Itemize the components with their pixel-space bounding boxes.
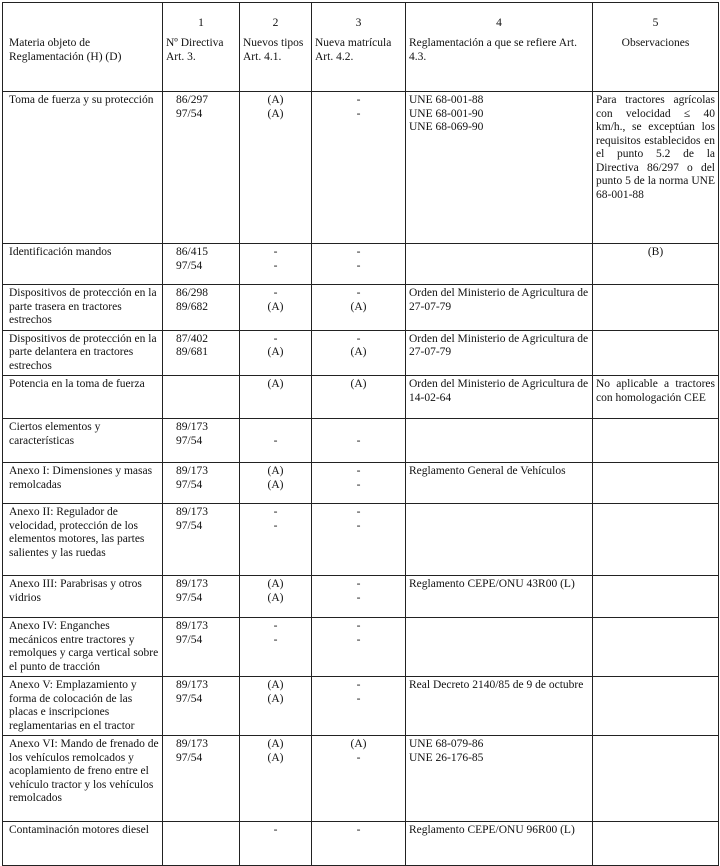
header-directiva xyxy=(163,3,240,92)
nueva-matricula-cell xyxy=(312,92,406,244)
directiva-cell xyxy=(163,504,240,576)
cell-line: - xyxy=(356,692,361,705)
observaciones-cell: No aplicable a tractores con homologación CEE xyxy=(593,376,719,419)
column-label: Nuevos tipos Art. 4.1. xyxy=(243,37,304,63)
cell-line: Real Decreto 2140/85 de 9 de octubre xyxy=(409,679,584,691)
cell-line: Orden del Ministerio de Agricultura de 27-07-79 xyxy=(409,332,589,358)
cell-line: UNE 68-079-86 xyxy=(409,738,484,750)
directiva-cell xyxy=(163,618,240,677)
reglamentacion-cell xyxy=(406,419,593,463)
cell-line: - xyxy=(356,620,361,632)
cell-line: 89/173 xyxy=(176,421,208,433)
nueva-matricula-cell xyxy=(312,576,406,618)
directiva-cell xyxy=(163,376,240,419)
cell-line: Reglamento CEPE/ONU 43R00 (L) xyxy=(409,578,575,590)
cell-line xyxy=(243,421,308,435)
cell-line: - xyxy=(273,287,278,299)
nueva-matricula-cell xyxy=(312,463,406,504)
nuevos-tipos-cell xyxy=(240,618,312,677)
column-label: Reglamentación a que se refiere Art. 4.3. xyxy=(409,37,577,63)
reglamentacion-cell xyxy=(406,285,593,331)
cell-line: (A) xyxy=(267,591,284,604)
regulation-table xyxy=(2,2,719,866)
directiva-cell xyxy=(163,285,240,331)
directiva-cell xyxy=(163,419,240,463)
nueva-matricula-cell xyxy=(312,244,406,285)
materia-cell: Potencia en la toma de fuerza xyxy=(3,376,163,419)
cell-line: (A) xyxy=(267,300,284,313)
observaciones-cell: Para tractores agrícolas con velocidad ≤ 40 km/h., se exceptúan los requisitos establecidos en el punto 5.2 de la Directiva 86/297 o del punto 5 de la norma UNE 68-001-88 xyxy=(593,92,719,244)
cell-line: (A) xyxy=(267,692,284,705)
cell-line: 89/173 xyxy=(176,578,208,590)
cell-line: (A) xyxy=(267,578,284,590)
header-reglamentacion xyxy=(406,3,593,92)
nueva-matricula-cell xyxy=(312,736,406,822)
reglamentacion-cell xyxy=(406,92,593,244)
cell-line: - xyxy=(356,633,361,646)
nueva-matricula-cell xyxy=(312,330,406,376)
observaciones-cell xyxy=(593,677,719,736)
reglamentacion-cell xyxy=(406,244,593,285)
table-row xyxy=(3,376,719,419)
cell-line: - xyxy=(356,107,361,120)
cell-line: 97/54 xyxy=(176,751,203,764)
cell-line: - xyxy=(356,434,361,447)
cell-line: - xyxy=(273,633,278,646)
header-materia xyxy=(3,3,163,92)
directiva-cell xyxy=(163,463,240,504)
cell-line: 89/173 xyxy=(176,679,208,691)
cell-line: - xyxy=(356,478,361,491)
table-row xyxy=(3,618,719,677)
directiva-cell xyxy=(163,736,240,822)
observaciones-cell xyxy=(593,504,719,576)
table-row xyxy=(3,576,719,618)
cell-line: (A) xyxy=(267,94,284,106)
materia-cell: Anexo I: Dimensiones y masas remolcadas xyxy=(3,463,163,504)
reglamentacion-cell xyxy=(406,736,593,822)
cell-line: (A) xyxy=(350,346,367,358)
cell-line: - xyxy=(273,506,278,518)
cell-line: - xyxy=(356,259,361,272)
cell-line: 97/54 xyxy=(176,633,203,646)
cell-line: - xyxy=(356,679,361,691)
reglamentacion-cell xyxy=(406,463,593,504)
table-row xyxy=(3,504,719,576)
directiva-cell xyxy=(163,576,240,618)
directiva-cell xyxy=(163,677,240,736)
cell-line: - xyxy=(273,824,278,836)
cell-line: - xyxy=(356,506,361,518)
nuevos-tipos-cell xyxy=(240,736,312,822)
cell-line: 89/173 xyxy=(176,620,208,632)
column-number: 5 xyxy=(652,17,659,29)
cell-line: 89/173 xyxy=(176,465,208,477)
materia-cell: Anexo II: Regulador de velocidad, protección de los elementos motores, las partes salientes y las ruedas xyxy=(3,504,163,576)
table-row xyxy=(3,677,719,736)
cell-line: - xyxy=(356,94,361,106)
nuevos-tipos-cell xyxy=(240,285,312,331)
observaciones-cell xyxy=(593,285,719,331)
column-label: Nº Directiva Art. 3. xyxy=(166,37,224,63)
column-number: 4 xyxy=(496,17,502,29)
materia-cell: Dispositivos de protección en la parte trasera en tractores estrechos xyxy=(3,285,163,331)
observaciones-cell xyxy=(593,419,719,463)
cell-line: (A) xyxy=(350,378,367,390)
cell-line: (A) xyxy=(267,378,284,390)
cell-line xyxy=(315,421,402,435)
column-label: Nueva matrícula Art. 4.2. xyxy=(315,37,392,63)
nueva-matricula-cell xyxy=(312,677,406,736)
table-row xyxy=(3,736,719,822)
nuevos-tipos-cell xyxy=(240,463,312,504)
cell-line: (A) xyxy=(267,679,284,691)
cell-line: - xyxy=(356,591,361,604)
cell-line: Orden del Ministerio de Agricultura de 14-02-64 xyxy=(409,378,589,404)
observaciones-cell xyxy=(593,736,719,822)
materia-cell: Contaminación motores diesel xyxy=(3,822,163,866)
column-number: 1 xyxy=(198,17,204,29)
cell-line: - xyxy=(273,246,278,258)
cell-line: - xyxy=(356,287,361,299)
column-number xyxy=(9,5,159,33)
reglamentacion-cell xyxy=(406,677,593,736)
cell-line: - xyxy=(356,578,361,590)
nuevos-tipos-cell xyxy=(240,330,312,376)
cell-line: 97/54 xyxy=(176,519,203,532)
table-row xyxy=(3,244,719,285)
reglamentacion-cell xyxy=(406,618,593,677)
nuevos-tipos-cell xyxy=(240,504,312,576)
materia-cell: Ciertos elementos y características xyxy=(3,419,163,463)
cell-line: 97/54 xyxy=(176,478,203,491)
cell-line: - xyxy=(273,259,278,272)
table-row xyxy=(3,419,719,463)
cell-line: 89/682 xyxy=(176,300,208,313)
cell-line: 97/54 xyxy=(176,259,203,272)
observaciones-cell xyxy=(593,330,719,376)
reglamentacion-cell xyxy=(406,330,593,376)
observaciones-cell xyxy=(593,576,719,618)
reglamentacion-cell xyxy=(406,504,593,576)
header-nueva-matricula xyxy=(312,3,406,92)
cell-line: 89/173 xyxy=(176,506,208,518)
nueva-matricula-cell xyxy=(312,285,406,331)
nueva-matricula-cell xyxy=(312,504,406,576)
cell-line: (A) xyxy=(350,300,367,313)
column-label: Observaciones xyxy=(621,37,690,49)
observaciones-cell xyxy=(593,618,719,677)
cell-line: - xyxy=(356,751,361,764)
observaciones-cell xyxy=(593,463,719,504)
directiva-cell xyxy=(163,330,240,376)
cell-line: 97/54 xyxy=(176,692,203,705)
table-row xyxy=(3,285,719,331)
directiva-cell xyxy=(163,244,240,285)
nuevos-tipos-cell xyxy=(240,244,312,285)
nuevos-tipos-cell xyxy=(240,677,312,736)
table-body xyxy=(3,92,719,866)
cell-line: UNE 68-001-90 xyxy=(409,107,484,120)
nueva-matricula-cell xyxy=(312,419,406,463)
cell-line: - xyxy=(356,465,361,477)
nuevos-tipos-cell xyxy=(240,419,312,463)
reglamentacion-cell xyxy=(406,576,593,618)
column-number: 3 xyxy=(355,17,362,29)
header-nuevos-tipos xyxy=(240,3,312,92)
nueva-matricula-cell xyxy=(312,618,406,677)
reglamentacion-cell xyxy=(406,376,593,419)
cell-line: - xyxy=(356,246,361,258)
cell-line: (A) xyxy=(267,738,284,750)
table-row xyxy=(3,92,719,244)
cell-line: Orden del Ministerio de Agricultura de 27-07-79 xyxy=(409,287,589,313)
materia-cell: Toma de fuerza y su protección xyxy=(3,92,163,244)
cell-line: 86/415 xyxy=(176,246,208,258)
nuevos-tipos-cell xyxy=(240,376,312,419)
table-row xyxy=(3,463,719,504)
materia-cell: Identificación mandos xyxy=(3,244,163,285)
materia-cell: Anexo IV: Enganches mecánicos entre tractores y remolques y carga vertical sobre el punto de tracción xyxy=(3,618,163,677)
header-observaciones xyxy=(593,3,719,92)
cell-line: - xyxy=(273,620,278,632)
column-label: Materia objeto de Reglamentación (H) (D) xyxy=(9,37,122,63)
cell-line: 97/54 xyxy=(176,107,203,120)
cell-line: 86/298 xyxy=(176,287,208,299)
directiva-cell xyxy=(163,92,240,244)
nuevos-tipos-cell xyxy=(240,92,312,244)
cell-line: 86/297 xyxy=(176,94,208,106)
cell-line: (A) xyxy=(350,738,367,750)
cell-line: - xyxy=(356,824,361,836)
cell-line: (A) xyxy=(267,346,284,358)
materia-cell: Anexo III: Parabrisas y otros vidrios xyxy=(3,576,163,618)
materia-cell: Dispositivos de protección en la parte delantera en tractores estrechos xyxy=(3,330,163,376)
cell-line: 97/54 xyxy=(176,591,203,604)
table-row xyxy=(3,330,719,376)
cell-line: (A) xyxy=(267,465,284,477)
column-number: 2 xyxy=(272,17,279,29)
materia-cell: Anexo VI: Mando de frenado de los vehículos remolcados y acoplamiento de freno entre el vehículo tractor y los vehículos remolcados xyxy=(3,736,163,822)
cell-line: (A) xyxy=(267,478,284,491)
cell-line: - xyxy=(356,332,361,345)
cell-line: 89/173 xyxy=(176,738,208,750)
cell-line: (A) xyxy=(267,751,284,764)
cell-line: - xyxy=(356,519,361,532)
nueva-matricula-cell xyxy=(312,376,406,419)
materia-cell: Anexo V: Emplazamiento y forma de colocación de las placas e inscripciones reglamentarias en el tractor xyxy=(3,677,163,736)
cell-line: (A) xyxy=(267,107,284,120)
cell-line: 87/402 xyxy=(176,332,208,345)
cell-line: Reglamento General de Vehículos xyxy=(409,465,566,477)
cell-line: - xyxy=(273,434,278,447)
cell-line: 89/681 xyxy=(176,346,208,358)
cell-line: - xyxy=(273,332,278,345)
header-row xyxy=(3,3,719,92)
cell-line: - xyxy=(273,519,278,532)
cell-line: UNE 68-069-90 xyxy=(409,121,484,133)
cell-line: UNE 26-176-85 xyxy=(409,751,484,764)
nuevos-tipos-cell xyxy=(240,576,312,618)
cell-line: UNE 68-001-88 xyxy=(409,94,484,106)
observaciones-cell: (B) xyxy=(593,244,719,285)
cell-line: Reglamento CEPE/ONU 96R00 (L) xyxy=(409,824,575,836)
cell-line: 97/54 xyxy=(176,434,203,447)
